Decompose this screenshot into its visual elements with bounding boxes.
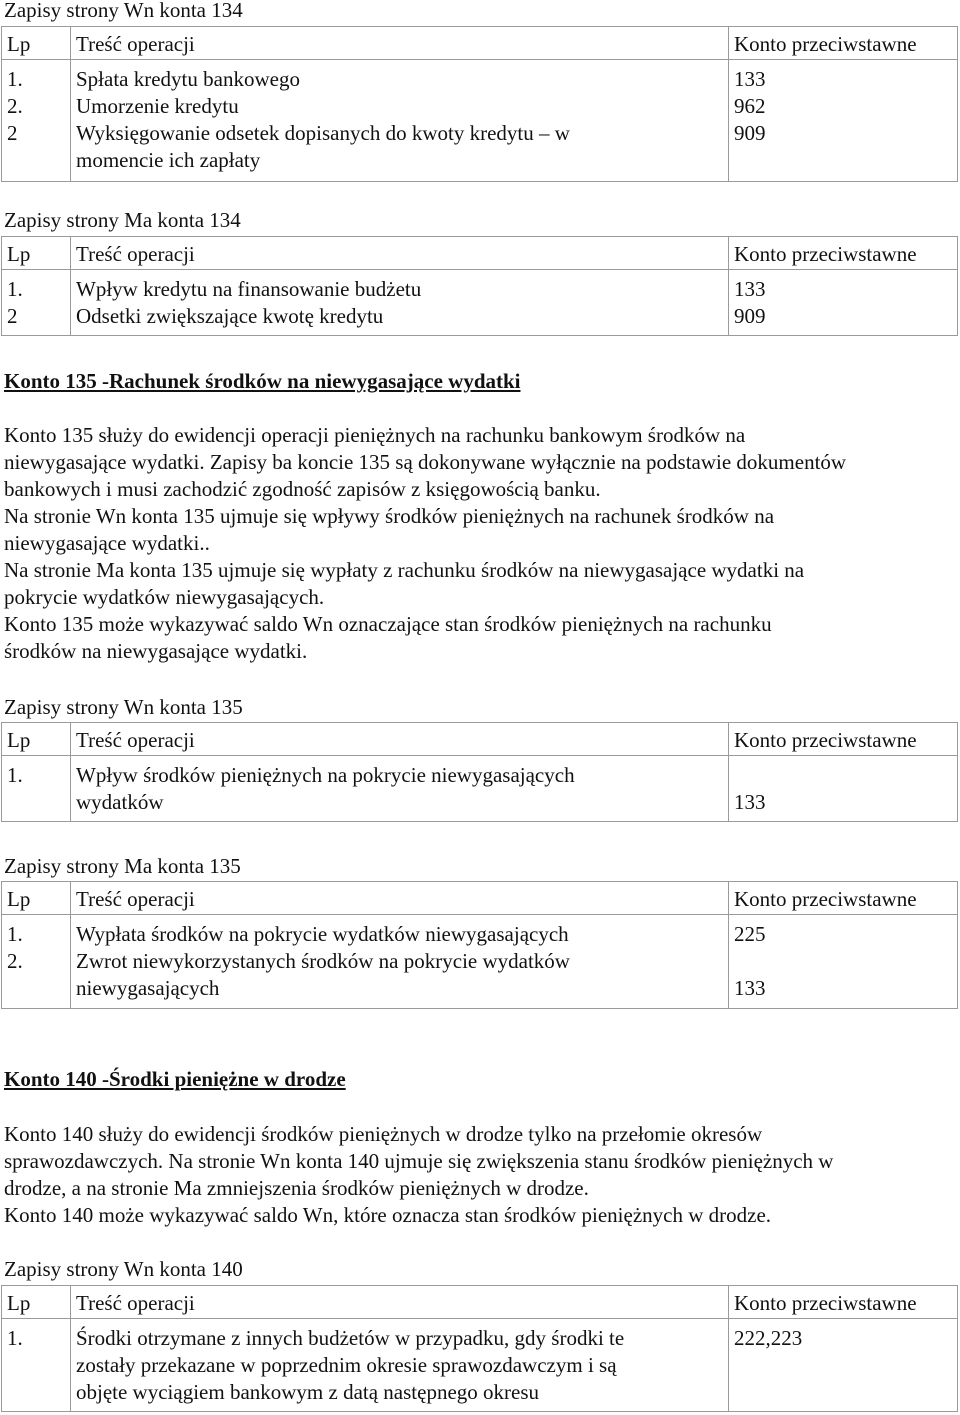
table-header-row [2,27,958,60]
row-lp: 1. [7,1326,23,1350]
row-konto: 133 [734,976,766,1000]
row-tresc: Odsetki zwiększające kwotę kredytu [76,304,384,328]
row-tresc: Wpływ kredytu na finansowanie budżetu [76,277,422,301]
header-konto: Konto przeciwstawne [729,723,958,756]
header-tresc: Treść operacji [71,723,729,756]
row-tresc: objęte wyciągiem bankowym z datą następnego okresu [76,1380,540,1404]
table-header-row [2,723,958,756]
row-konto: 909 [734,121,766,145]
header-konto: Konto przeciwstawne [729,27,958,60]
row-tresc: Środki otrzymane z innych budżetów w przypadku, gdy środki te [76,1326,625,1350]
row-konto: 909 [734,304,766,328]
row-lp: 1. [7,67,23,91]
row-tresc: niewygasających [76,976,220,1000]
table-header-row [2,237,958,270]
header-konto: Konto przeciwstawne [729,882,958,915]
header-lp: Lp [2,237,71,270]
row-tresc: zostały przekazane w poprzednim okresie sprawozdawczym i są [76,1353,617,1377]
paragraph-konto-140: Konto 140 służy do ewidencji środków pieniężnych w drodze tylko na przełomie okresów sprawozdawczych. Na stronie Wn konta 140 ujmuje się zwiększenia stanu środków pieniężnych w drodze, a na stronie Ma zmniejszenia środków pieniężnych w drodze. Konto 140 może wykazywać saldo Wn, które oznacza stan środków pieniężnych w drodze. [4,1122,834,1227]
row-konto: 225 [734,922,766,946]
row-lp: 1. [7,922,23,946]
row-lp: 2. [7,949,23,973]
table-wn-134 [1,26,958,182]
caption-wn-134: Zapisy strony Wn konta 134 [4,0,243,22]
table-row [2,60,958,182]
row-tresc: wydatków [76,790,164,814]
row-tresc: Spłata kredytu bankowego [76,67,300,91]
row-tresc: Wpływ środków pieniężnych na pokrycie niewygasających [76,763,575,787]
table-row [2,270,958,336]
header-lp: Lp [2,27,71,60]
row-tresc: Wyksięgowanie odsetek dopisanych do kwoty kredytu – w [76,121,570,145]
caption-ma-135: Zapisy strony Ma konta 135 [4,854,241,878]
row-tresc: momencie ich zapłaty [76,148,261,172]
row-lp: 1. [7,763,23,787]
row-konto: 133 [734,790,766,814]
row-konto: 962 [734,94,766,118]
row-konto: 222,223 [734,1326,803,1350]
table-row [2,1319,958,1412]
table-wn-135 [1,722,958,822]
row-tresc: Umorzenie kredytu [76,94,239,118]
header-tresc: Treść operacji [71,882,729,915]
caption-ma-134: Zapisy strony Ma konta 134 [4,208,241,232]
row-lp: 2 [7,304,18,328]
header-konto: Konto przeciwstawne [729,237,958,270]
header-konto: Konto przeciwstawne [729,1286,958,1319]
table-ma-134 [1,236,958,336]
row-tresc: Zwrot niewykorzystanych środków na pokrycie wydatków [76,949,570,973]
paragraph-konto-135: Konto 135 służy do ewidencji operacji pieniężnych na rachunku bankowym środków na niewygasające wydatki. Zapisy ba koncie 135 są dokonywane wyłącznie na podstawie dokumentów bankowych i musi zachodzić zgodność zapisów z księgowością banku. Na stronie Wn konta 135 ujmuje się wpływy środków pieniężnych na rachunek środków na niewygasające wydatki.. Na stronie Ma konta 135 ujmuje się wypłaty z rachunku środków na niewygasające wydatki na pokrycie wydatków niewygasających. Konto 135 może wykazywać saldo Wn oznaczające stan środków pieniężnych na rachunku środków na niewygasające wydatki. [4,423,847,663]
table-ma-135 [1,881,958,1009]
row-tresc: Wypłata środków na pokrycie wydatków niewygasających [76,922,569,946]
header-tresc: Treść operacji [71,237,729,270]
row-konto: 133 [734,67,766,91]
heading-konto-135: Konto 135 -Rachunek środków na niewygasające wydatki [4,369,521,393]
header-tresc: Treść operacji [71,27,729,60]
table-row [2,756,958,822]
table-wn-140 [1,1285,958,1412]
table-row [2,915,958,1009]
caption-wn-140: Zapisy strony Wn konta 140 [4,1257,243,1281]
row-lp: 1. [7,277,23,301]
row-konto: 133 [734,277,766,301]
heading-konto-140: Konto 140 -Środki pieniężne w drodze [4,1067,346,1091]
header-lp: Lp [2,882,71,915]
table-header-row [2,882,958,915]
caption-wn-135: Zapisy strony Wn konta 135 [4,695,243,719]
table-header-row [2,1286,958,1319]
row-lp: 2 [7,121,18,145]
header-tresc: Treść operacji [71,1286,729,1319]
header-lp: Lp [2,723,71,756]
row-lp: 2. [7,94,23,118]
header-lp: Lp [2,1286,71,1319]
